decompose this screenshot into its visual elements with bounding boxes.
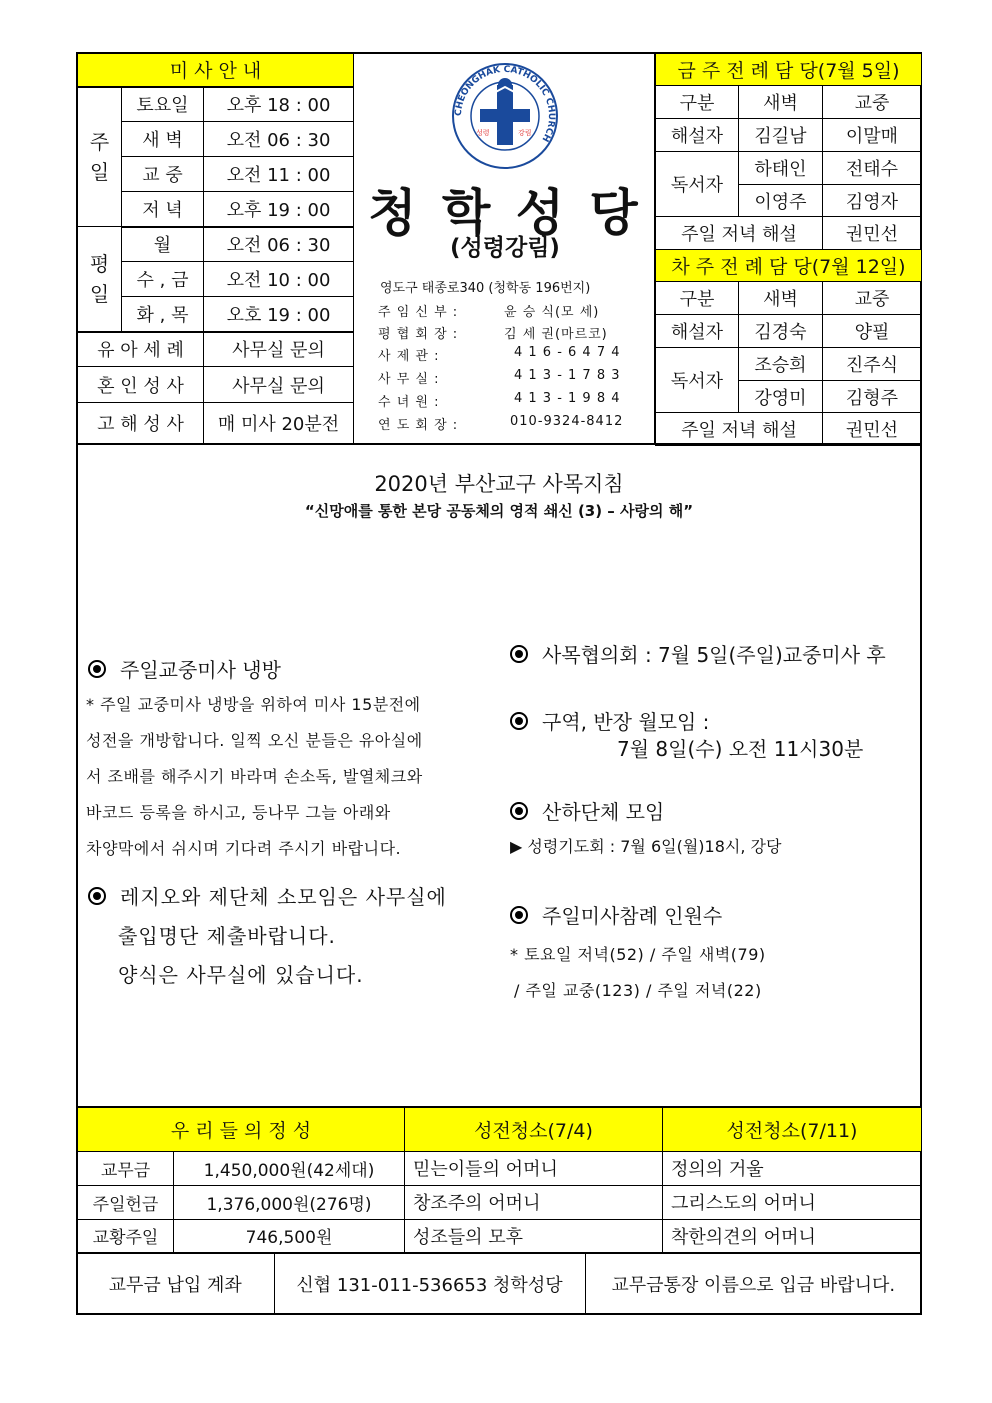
- reader-name: 하태인: [739, 152, 823, 185]
- sacrament-label: 고 해 성 사: [78, 403, 204, 444]
- offering-label: 주일헌금: [78, 1185, 174, 1219]
- church-subtitle: (성령강림): [450, 235, 560, 261]
- commentator-dawn: 김길남: [739, 119, 823, 152]
- sunday-time: 오전 11 : 00: [204, 157, 354, 192]
- legio-notice: [88, 878, 447, 995]
- attendance-title: 주일미사참례 인원수: [542, 904, 723, 928]
- church-address: 영도구 태종로340 (청학동 196번지): [380, 281, 591, 296]
- offerings-title: 우 리 들 의 정 성: [78, 1107, 405, 1151]
- weekday-label: 평일: [78, 227, 122, 332]
- sunday-label: 주일: [78, 87, 122, 227]
- weekday-time: 오호 19 : 00: [204, 297, 354, 332]
- info-label: 주 임 신 부 :: [378, 305, 459, 320]
- info-value: 김 세 권(마르코): [504, 327, 608, 342]
- aircon-line: 성전을 개방합니다. 일찍 오신 분들은 유아실에: [86, 731, 423, 750]
- offering-value: 1,376,000원(276명): [174, 1185, 405, 1219]
- duty-col-header: 교중: [823, 86, 922, 119]
- commentator-main: 양필: [823, 315, 922, 348]
- commentator-main: 이말매: [823, 119, 922, 152]
- weekday-time: 오전 10 : 00: [204, 262, 354, 297]
- account-number: 신협 131-011-536653 청학성당: [274, 1253, 585, 1315]
- reader-name: 진주식: [823, 348, 922, 381]
- reader-label: 독서자: [656, 152, 739, 217]
- weekday-day: 월: [122, 227, 204, 262]
- info-label: 연 도 회 장 :: [378, 418, 459, 433]
- weekday-day: 화 , 목: [122, 297, 204, 332]
- cleaning-1-group: 믿는이들의 어머니: [405, 1151, 663, 1185]
- info-label: 평 협 회 장 :: [378, 327, 459, 342]
- evening-value: 권민선: [823, 413, 922, 446]
- info-value: 윤 승 식(모 세): [504, 305, 600, 320]
- sunday-day: 교 중: [122, 157, 204, 192]
- logo-left-text: 성령: [476, 129, 490, 137]
- aircon-line: 차양막에서 쉬시며 기다려 주시기 바랍니다.: [86, 839, 402, 858]
- reader-label: 독서자: [656, 348, 739, 413]
- attendance-heading: [510, 900, 722, 929]
- account-note: 교무금통장 이름으로 입금 바랍니다.: [585, 1253, 921, 1315]
- sacrament-value: 사무실 문의: [204, 332, 354, 367]
- cleaning-2-title: 성전청소(7/11): [663, 1107, 922, 1151]
- reader-name: 김형주: [823, 381, 922, 413]
- reader-name: 강영미: [739, 381, 823, 413]
- district-title: 구역, 반장 월모임 :: [542, 710, 710, 734]
- aircon-line: * 주일 교중미사 냉방을 위하여 미사 15분전에: [86, 695, 421, 714]
- top-divider: [77, 443, 921, 445]
- offerings-cleaning-table: [77, 1106, 922, 1254]
- aircon-title: 주일교중미사 냉방: [120, 658, 281, 682]
- sacrament-label: 유 아 세 례: [78, 332, 204, 367]
- sunday-time: 오후 18 : 00: [204, 87, 354, 122]
- evening-value: 권민선: [823, 217, 922, 250]
- sacrament-value: 매 미사 20분전: [204, 403, 354, 444]
- legio-line: 레지오와 제단체 소모임은 사무실에: [120, 885, 447, 909]
- duty-col-header: 구분: [656, 86, 739, 119]
- groups-item: ▶ 성령기도회 : 7월 6일(월)18시, 강당: [510, 837, 782, 856]
- duty-this-title: 금 주 전 례 담 당(7월 5일): [656, 54, 922, 86]
- duty-col-header: 새벽: [739, 282, 823, 315]
- logo-ring-text: CHEONGHAK CATHOLIC CHURCH: [453, 64, 557, 144]
- attendance-line: / 주일 교중(123) / 주일 저녁(22): [514, 981, 762, 1000]
- district-heading: [510, 706, 709, 735]
- sacrament-label: 혼 인 성 사: [78, 367, 204, 403]
- bullet-icon: [510, 645, 528, 663]
- evening-label: 주일 저녁 해설: [656, 413, 823, 446]
- commentator-label: 해설자: [656, 119, 739, 152]
- bullet-icon: [88, 660, 106, 678]
- duty-col-header: 새벽: [739, 86, 823, 119]
- sunday-day: 새 벽: [122, 122, 204, 157]
- offering-label: 교황주일: [78, 1219, 174, 1253]
- commentator-dawn: 김경숙: [739, 315, 823, 348]
- district-time: 7월 8일(수) 오전 11시30분: [617, 737, 864, 761]
- council-text: 사목협의회 : 7월 5일(주일)교중미사 후: [542, 643, 886, 667]
- reader-name: 조승희: [739, 348, 823, 381]
- cleaning-1-group: 창조주의 어머니: [405, 1185, 663, 1219]
- bullet-icon: [510, 712, 528, 730]
- bullet-icon: [510, 906, 528, 924]
- council-notice: [510, 639, 886, 668]
- mass-title: 미 사 안 내: [78, 54, 354, 87]
- sacrament-value: 사무실 문의: [204, 367, 354, 403]
- commentator-label: 해설자: [656, 315, 739, 348]
- info-value: 4 1 3 - 1 7 8 3: [514, 368, 621, 383]
- guideline-title: 2020년 부산교구 사목지침: [374, 472, 624, 496]
- info-label: 사 무 실 :: [378, 372, 440, 387]
- offering-value: 1,450,000원(42세대): [174, 1151, 405, 1185]
- account-table: [77, 1252, 921, 1315]
- info-value: 4 1 3 - 1 9 8 4: [514, 391, 621, 406]
- duty-next-title: 차 주 전 례 담 당(7월 12일): [656, 250, 922, 282]
- info-label: 사 제 관 :: [378, 349, 440, 364]
- info-label: 수 녀 원 :: [378, 395, 440, 410]
- sunday-day: 토요일: [122, 87, 204, 122]
- cleaning-2-group: 그리스도의 어머니: [663, 1185, 922, 1219]
- aircon-line: 서 조배를 해주시기 바라며 손소독, 발열체크와: [86, 767, 423, 786]
- weekday-time: 오전 06 : 30: [204, 227, 354, 262]
- offering-label: 교무금: [78, 1151, 174, 1185]
- church-logo: [450, 61, 560, 171]
- reader-name: 이영주: [739, 185, 823, 217]
- duty-table-this-week: [655, 53, 922, 446]
- attendance-line: * 토요일 저녁(52) / 주일 새벽(79): [510, 945, 766, 964]
- aircon-line: 바코드 등록을 하시고, 등나무 그늘 아래와: [86, 803, 391, 822]
- reader-name: 김영자: [823, 185, 922, 217]
- mass-schedule-table: [77, 53, 354, 444]
- duty-col-header: 구분: [656, 282, 739, 315]
- groups-title: 산하단체 모임: [542, 800, 665, 824]
- info-value: 4 1 6 - 6 4 7 4: [514, 345, 621, 360]
- cleaning-2-group: 정의의 거울: [663, 1151, 922, 1185]
- logo-right-text: 강림: [518, 129, 532, 137]
- account-label: 교무금 납입 계좌: [77, 1253, 274, 1315]
- legio-line: 출입명단 제출바랍니다.: [118, 924, 336, 948]
- legio-line: 양식은 사무실에 있습니다.: [118, 963, 364, 987]
- cleaning-1-group: 성조들의 모후: [405, 1219, 663, 1253]
- aircon-heading: [88, 654, 281, 683]
- church-info-panel: [353, 53, 655, 443]
- evening-label: 주일 저녁 해설: [656, 217, 823, 250]
- sunday-time: 오전 06 : 30: [204, 122, 354, 157]
- cleaning-1-title: 성전청소(7/4): [405, 1107, 663, 1151]
- church-name: 청 학 성 당: [368, 184, 642, 242]
- bullet-icon: [510, 802, 528, 820]
- aircon-body: [86, 687, 496, 867]
- duty-col-header: 교중: [823, 282, 922, 315]
- sunday-day: 저 녁: [122, 192, 204, 227]
- sunday-time: 오후 19 : 00: [204, 192, 354, 227]
- groups-heading: [510, 796, 664, 825]
- reader-name: 전태수: [823, 152, 922, 185]
- offering-value: 746,500원: [174, 1219, 405, 1253]
- cleaning-2-group: 착한의견의 어머니: [663, 1219, 922, 1253]
- guideline-subtitle: “신망애를 통한 본당 공동체의 영적 쇄신 (3) – 사랑의 해”: [304, 502, 694, 520]
- info-value: 010-9324-8412: [510, 414, 624, 429]
- weekday-day: 수 , 금: [122, 262, 204, 297]
- bullet-icon: [88, 887, 106, 905]
